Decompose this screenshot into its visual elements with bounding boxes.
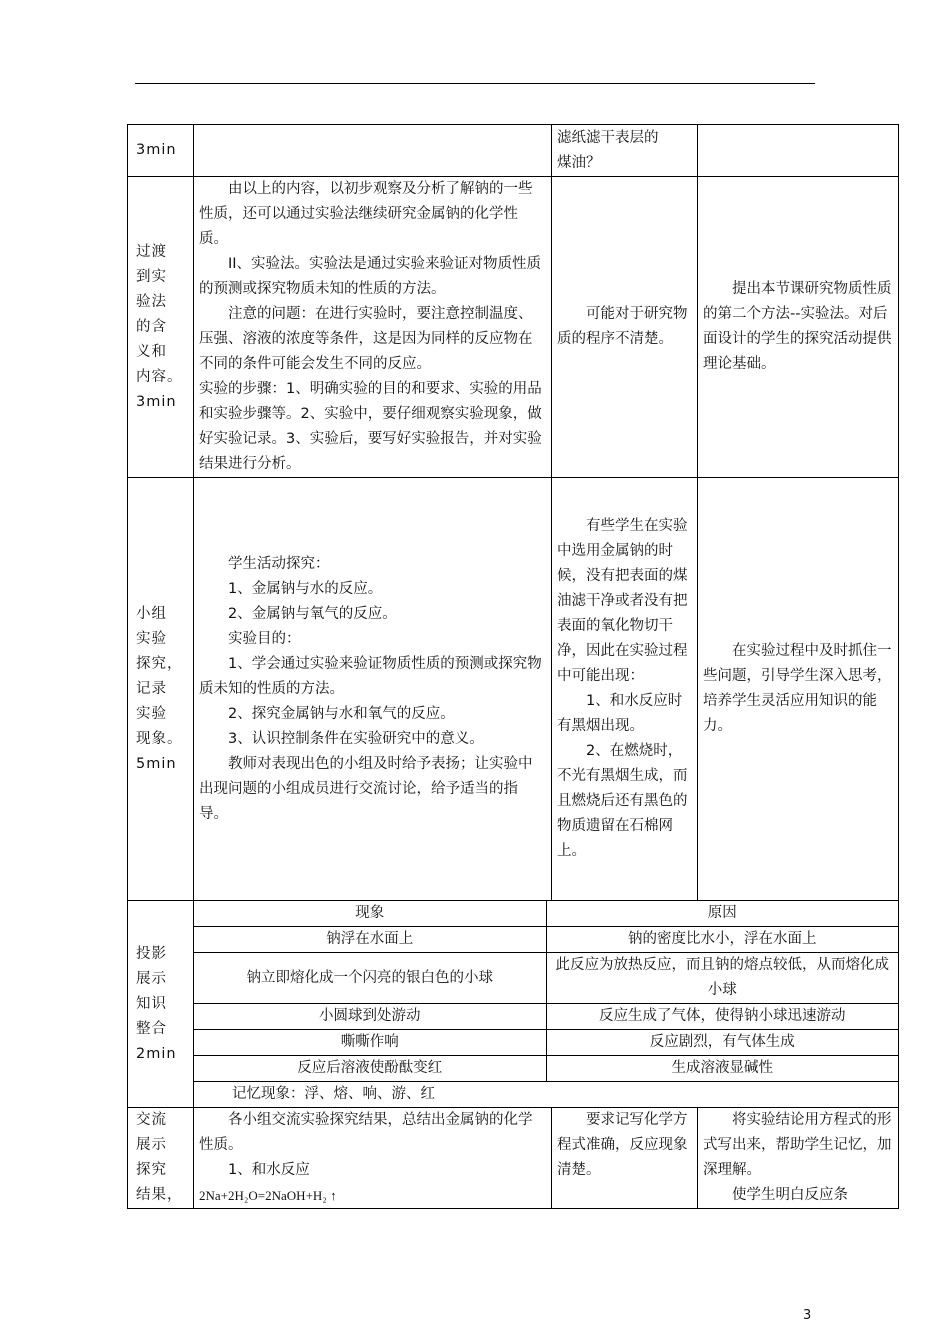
table-row [128, 125, 899, 177]
lesson-plan-table [127, 124, 899, 1209]
time-cell: 3min [128, 125, 194, 177]
paragraph: 1、学会通过实验来验证物质性质的预测或探究物质未知的性质的方法。 [199, 655, 542, 697]
paragraph: 使学生明白反应条 [732, 1187, 848, 1203]
paragraph: 3、认识控制条件在实验研究中的意义。 [228, 730, 484, 747]
table-row [128, 901, 899, 1108]
reason-cell: 反应生成了气体，使得钠小球迅速游动 [546, 1004, 898, 1030]
reason-cell: 此反应为放热反应，而且钠的熔点较低，从而熔化成小球 [546, 953, 898, 1004]
issue-cell: 要求记写化学方程式准确，反应现象清楚。 [552, 1108, 698, 1209]
content-cell [194, 177, 552, 478]
paragraph: 实验的步骤：1、明确实验的目的和要求、实验的用品和实验步骤等。2、实验中，要仔细观察实验现象，做好实验记录。3、实验后，要写好实验报告，并对实验结果进行分析。 [199, 381, 542, 472]
phenomenon-cell: 嘶嘶作响 [194, 1030, 546, 1056]
issue-cell: 可能对于研究物质的程序不清楚。 [552, 177, 698, 478]
phenomenon-reason-table [194, 901, 898, 1107]
issue-cell [552, 478, 698, 901]
table-row [194, 953, 898, 1004]
phenomenon-cell: 钠立即熔化成一个闪亮的银白色的小球 [194, 953, 546, 1004]
content-cell [194, 1108, 552, 1209]
reason-cell: 生成溶液显碱性 [546, 1056, 898, 1082]
paragraph: 有些学生在实验中选用金属钠的时候，没有把表面的煤油滤干净或者没有把表面的氧化物切干净，因此在实验过程中可能出现： [557, 518, 688, 684]
paragraph: 教师对表现出色的小组及时给予表扬；让实验中出现问题的小组成员进行交流讨论，给予适当的指导。 [199, 755, 533, 822]
intent-cell: 提出本节课研究物质性质的第二个方法--实验法。对后面设计的学生的探究活动提供理论基础。 [698, 177, 899, 478]
table-row [194, 1056, 898, 1082]
paragraph: 2、探究金属钠与水和氧气的反应。 [228, 705, 455, 722]
header-phenomenon: 现象 [194, 901, 546, 927]
content-cell [194, 478, 552, 901]
paragraph: 2、在燃烧时，不光有黑烟生成，而且燃烧后还有黑色的物质遗留在石棉网上。 [557, 743, 688, 859]
stage-cell: 过渡 到实 验法 的含 义和 内容。 3min [128, 177, 194, 478]
reason-cell: 反应剧烈，有气体生成 [546, 1030, 898, 1056]
content-cell [194, 125, 552, 177]
paragraph: 注意的问题：在进行实验时，要注意控制温度、压强、溶液的浓度等条件，这是因为同样的反应物在不同的条件可能会发生不同的反应。 [199, 306, 533, 372]
table-row [128, 478, 899, 901]
page-number: 3 [803, 1308, 812, 1323]
memory-row [194, 1082, 898, 1108]
intent-cell [698, 125, 899, 177]
memory-text: 记忆现象：浮、熔、响、游、红 [194, 1082, 898, 1108]
phenomenon-cell: 小圆球到处游动 [194, 1004, 546, 1030]
paragraph: 各小组交流实验探究结果，总结出金属钠的化学性质。 [199, 1112, 533, 1153]
table-row [128, 1108, 899, 1209]
paragraph: 1、和水反应 [228, 1162, 310, 1178]
chemical-equation: 2Na+2H₂O=2NaOH+H₂ ↑ [199, 1188, 337, 1203]
knowledge-summary-cell [194, 901, 899, 1108]
header-reason: 原因 [546, 901, 898, 927]
table-row [194, 1004, 898, 1030]
stage-cell: 投影 展示 知识 整合 2min [128, 901, 194, 1108]
paragraph: 学生活动探究： [228, 555, 330, 572]
phenomenon-cell: 反应后溶液使酚酞变红 [194, 1056, 546, 1082]
paragraph: II、实验法。实验法是通过实验来验证对物质性质的预测或探究物质未知的性质的方法。 [199, 256, 542, 297]
paragraph: 将实验结论用方程式的形式写出来，帮助学生记忆，加深理解。 [703, 1112, 892, 1178]
paragraph: 实验目的： [228, 630, 301, 647]
phenomenon-cell: 钠浮在水面上 [194, 927, 546, 953]
paragraph: 1、金属钠与水的反应。 [228, 580, 383, 597]
table-row [194, 1030, 898, 1056]
header-rule [135, 83, 815, 84]
paragraph: 2、金属钠与氧气的反应。 [228, 605, 397, 622]
issue-cell: 滤纸滤干表层的 煤油？ [552, 125, 698, 177]
intent-cell: 在实验过程中及时抓住一些问题，引导学生深入思考，培养学生灵活应用知识的能力。 [698, 478, 899, 901]
table-row [194, 927, 898, 953]
intent-cell [698, 1108, 899, 1209]
table-row [128, 177, 899, 478]
reason-cell: 钠的密度比水小，浮在水面上 [546, 927, 898, 953]
paragraph: 由以上的内容，以初步观察及分析了解钠的一些性质，还可以通过实验法继续研究金属钠的化学性质。 [199, 181, 533, 247]
stage-cell: 交流 展示 探究 结果， [128, 1108, 194, 1209]
stage-cell: 小组 实验 探究， 记录 实验 现象。 5min [128, 478, 194, 901]
paragraph: 1、和水反应时有黑烟出现。 [557, 693, 683, 734]
table-header-row [194, 901, 898, 927]
